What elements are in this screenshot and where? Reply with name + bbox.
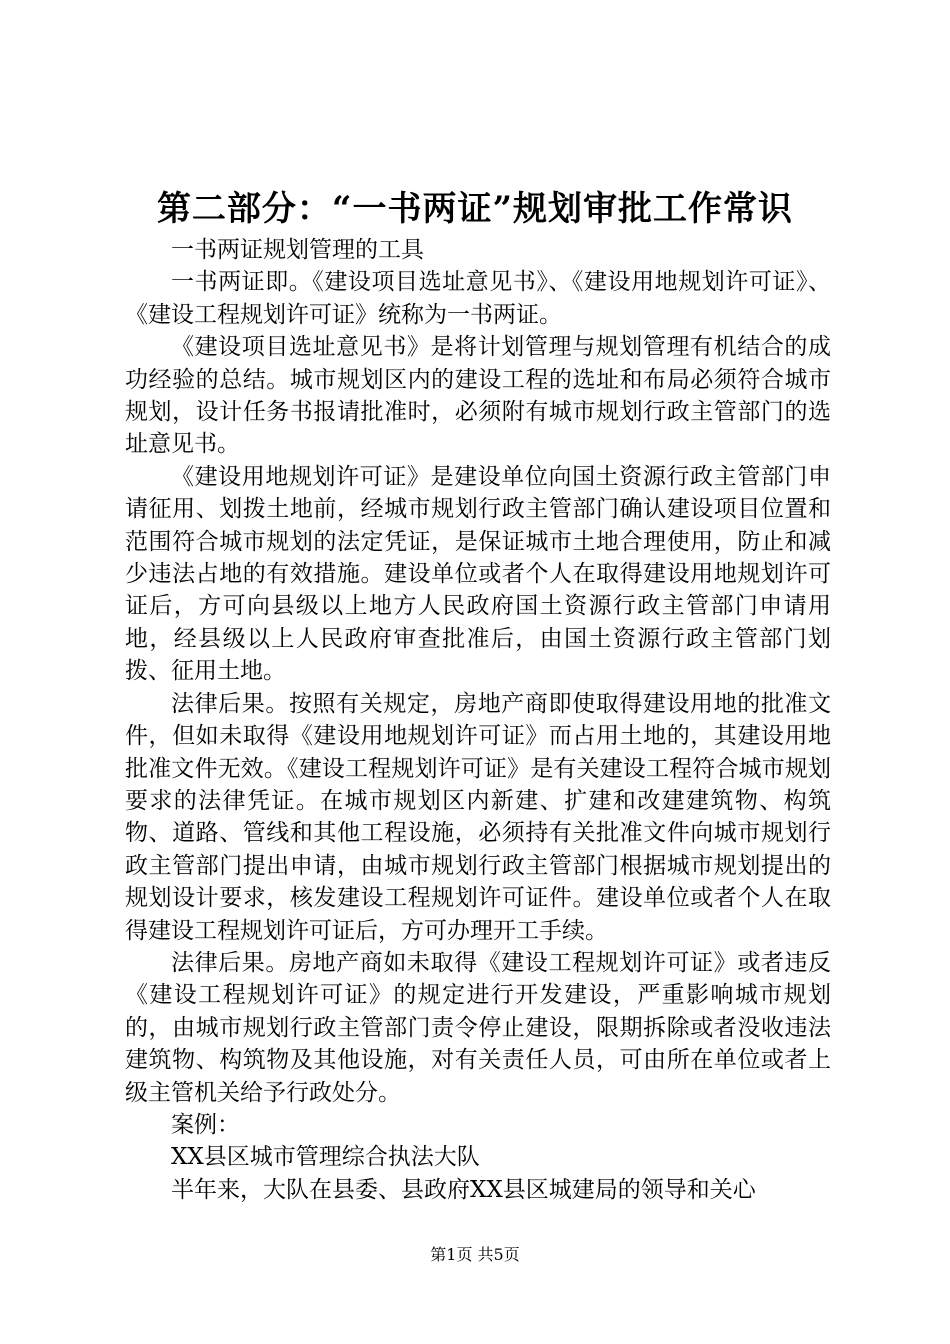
paragraph: XX县区城市管理综合执法大队 [171,1144,480,1171]
paragraph: 半年来，大队在县委、县政府XX县区城建局的领导和关心 [171,1176,756,1203]
paragraph: 法律后果。按照有关规定，房地产商即使取得建设用地的批准文件，但如未取得《建设用地规划许可证》而占用土地的，其建设用地批准文件无效。《建设工程规划许可证》是有关建设工程符合城市规划要求的法律凭证。在城市规划区内新建、扩建和改建建筑物、构筑物、道路、管线和其他工程设施，必须持有关批准文件向城市规划行政主管部门提出申请，由城市规划行政主管部门根据城市规划提出的规划设计要求，核发建设工程规划许可证件。建设单位或者个人在取得建设工程规划许可证后，方可办理开工手续。 [125,690,831,944]
paragraph: 法律后果。房地产商如未取得《建设工程规划许可证》或者违反《建设工程规划许可证》的规定进行开发建设，严重影响城市规划的，由城市规划行政主管部门责令停止建设，限期拆除或者没收违法建筑物、构筑物及其他设施，对有关责任人员，可由所在单位或者上级主管机关给予行政处分。 [125,949,831,1106]
paragraph: 一书两证即。《建设项目选址意见书》、《建设用地规划许可证》、《建设工程规划许可证》统称为一书两证。 [125,269,831,328]
page-number-footer: 第1页 共5页 [430,1245,520,1264]
document-body [125,234,831,1206]
paragraph: 案例： [171,1111,240,1138]
paragraph: 《建设用地规划许可证》是建设单位向国土资源行政主管部门申请征用、划拨土地前，经城市规划行政主管部门确认建设项目位置和范围符合城市规划的法定凭证，是保证城市土地合理使用，防止和减少违法占地的有效措施。建设单位或者个人在取得建设用地规划许可证后，方可向县级以上地方人民政府国土资源行政主管部门申请用地，经县级以上人民政府审查批准后，由国土资源行政主管部门划拨、征用土地。 [125,463,831,685]
paragraph: 一书两证规划管理的工具 [171,237,424,263]
paragraph: 《建设项目选址意见书》是将计划管理与规划管理有机结合的成功经验的总结。城市规划区内的建设工程的选址和布局必须符合城市规划，设计任务书报请批准时，必须附有城市规划行政主管部门的选址意见书。 [125,334,831,458]
document-title: 第二部分：“一书两证”规划审批工作常识 [156,189,794,229]
